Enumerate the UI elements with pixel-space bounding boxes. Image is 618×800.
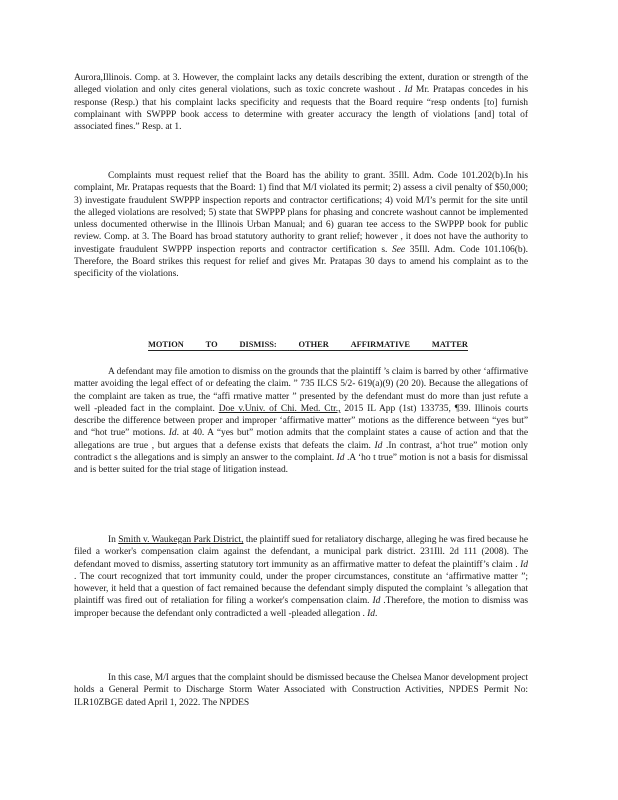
text-run: Mr. Pratapas concedes in his response (Resp.) that his complaint lacks specificity and requests that the Board require “resp ondents [to] furnish complainant with SWPPP book access to determine with greater accuracy the length of violations [and] total of associated fines.” Resp. at 1. [74,85,529,133]
citation-id: Id [372,596,381,607]
case-citation-smith: Smith v. Waukegan Park District, [118,535,244,545]
paragraph-affirmative-matter-standard [74,366,528,477]
citation-see: See [387,244,406,255]
citation-id: Id [168,428,177,439]
heading-word: DISMISS: [239,340,277,349]
text-run: Complaints must request relief that the Board has the ability to grant. 35Ill. Adm. Code 101.202(b).In his complaint, Mr. Pratapas requests that the Board: 1) find that M/I violated its permit; 2) assess a civil penalty of $50,000; 3) investigate fraudulent SWPPP inspection reports and contractor certifications; 4) void M/I’s permit for the site until the alleged violations are resolved; 5) state that SWPPP plans for phasing and concrete washout cannot be implemented unless documented otherwise in the Illinois Urban Manual; and 6) guaran tee access to the SWPPP book for public review. Comp. at 3. The Board has broad statutory authority to grant relief; however , it does not have the authority to investigate fraudulent SWPPP inspection reports and contractor certification s. [74,171,528,255]
citation-id: . Id [398,85,413,96]
text-run: . The court recognized that tort immunity could, under the proper circumstances, constitute an ‘affirmative matter ”; however, it held that a question of fact remained because the defendant simply disputed the complaint ’s allegation that plaintiff was fired out of retaliation for filing a worker's compensation claim. [74,571,528,607]
paragraph-requested-relief [74,170,528,281]
heading-word: MOTION [148,340,184,349]
text-run: .A ‘ho t true” motion is not a basis for dismissal and is better suited for the trial stage of litigation instead. [74,453,528,476]
paragraph-smith-case [74,534,528,620]
heading-word: AFFIRMATIVE [350,340,410,349]
paragraph-complaint-specificity [74,72,528,133]
citation-id: Id [336,453,345,464]
text-run: 35Ill. Adm. Code 101.106(b). Therefore, the Board strikes this request for relief and gives Mr. Pratapas 30 days to amend his complaint as to the specificity of the violations. [74,244,528,280]
case-citation-doe: Doe v.Univ. of Chi. Med. Ctr., [218,403,341,414]
text-run: .In contrast, a‘hot true” motion only contradict s the allegations and is simply an answer to the complaint. [74,440,528,464]
text-run: . at 40. A “yes but” motion admits that the complaint states a cause of action and that the allegations are true , but argues that a defense exists that defeats the claim. [74,428,528,451]
text-run: . [374,608,378,619]
text-run: Aurora,Illinois. Comp. at 3. However, the complaint lacks any details describing the extent, duration or strength of the alleged violation and only cites general violations, such as toxic concrete washout [74,73,528,96]
heading-word: MATTER [431,340,468,349]
citation-id: Id [520,559,528,570]
text-run: In this case, M/I argues that the complaint should be dismissed because the Chelsea Manor development project holds a General Permit to Discharge Storm Water Associated with Construction Activities, NPDES Permit No: ILR10ZBGE dated April 1, 2022. The NPDES [74,673,528,708]
heading-word: OTHER [298,340,329,349]
text-run: 2015 IL App (1st) 133735, ¶39. Illinois courts describe the difference between proper and improper ‘affirmative matter” motions as the difference between “yes but” and “hot true” motions. [74,403,528,439]
citation-id: Id [364,608,375,619]
text-run: the plaintiff sued for retaliatory discharge, alleging he was fired because he filed a worker's compensation claim against the defendant, a municipal park district. 231Ill. 2d 111 (2008). The defendant moved to dismiss, asserting statutory tort immunity as an affirmative matter to defeat the plaintiff’s claim . [74,535,529,570]
heading-word: TO [205,340,218,349]
paragraph-mi-argument [74,672,528,709]
citation-id: Id [374,440,383,451]
text-run: .Therefore, the motion to dismiss was improper because the defendant only contradicted a well -pleaded allegation . [74,596,528,619]
text-run: In [108,535,119,545]
section-heading [148,339,468,351]
text-run: A defendant may file amotion to dismiss on the grounds that the plaintiff ’s claim is barred by other ‘affirmative matter avoiding the legal effect of or defeating the claim. ” 735 ILCS 5/2- 619(a)(9) (20 20). Because the allegations of the complaint are taken as true, the “affi rmative matter ” presented by the defendant must do more than just refute a well -pleaded fact in the complaint. [74,367,528,414]
